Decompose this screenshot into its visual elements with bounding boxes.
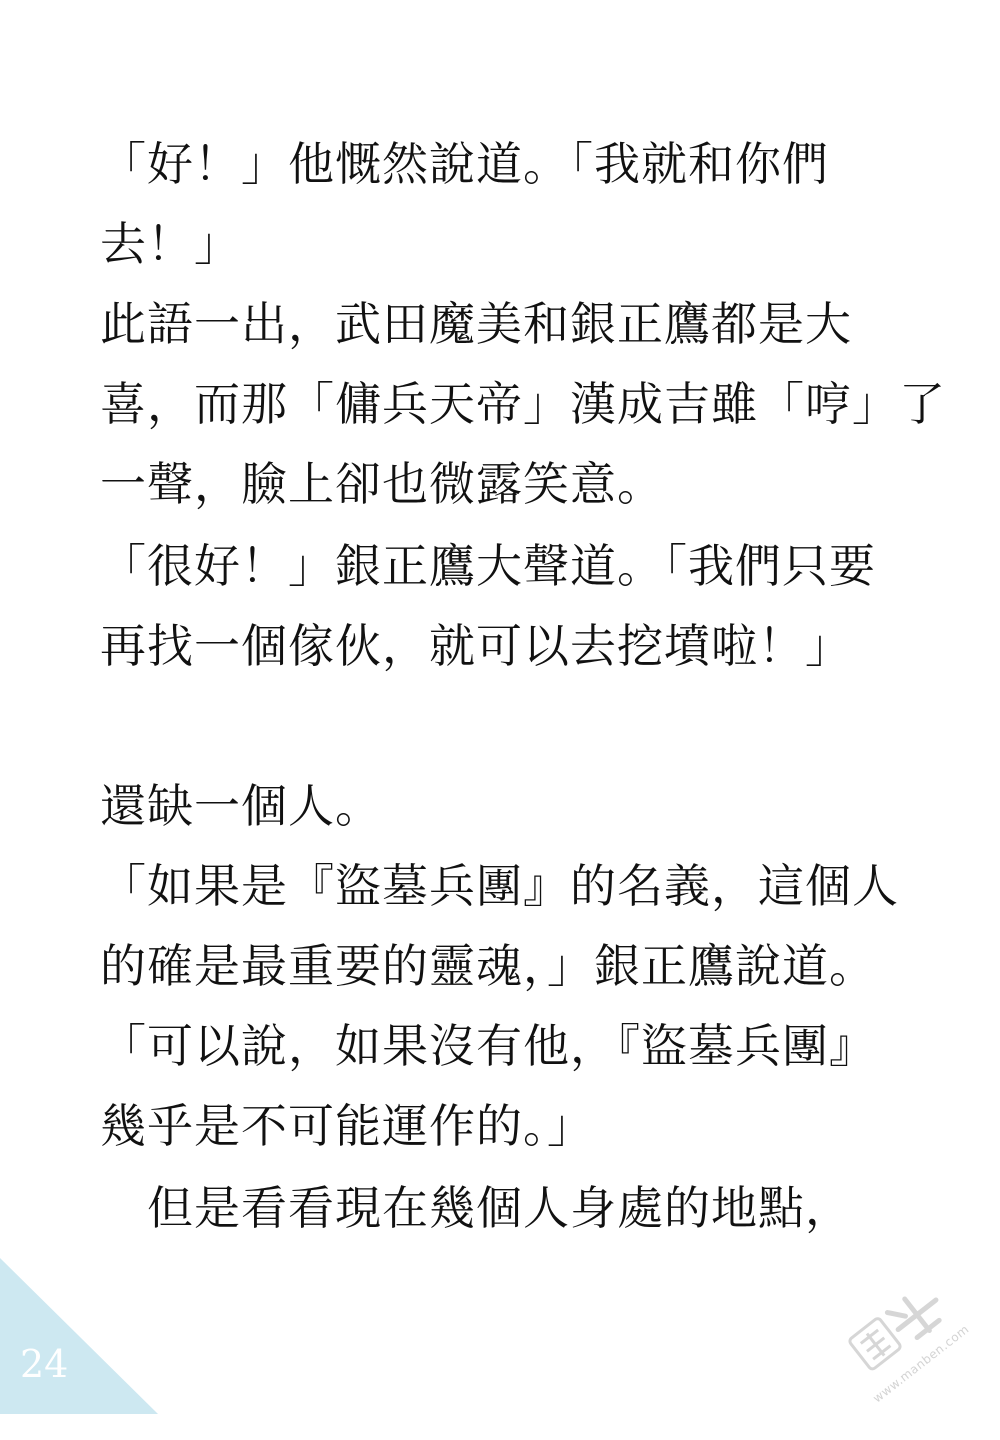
watermark-logo-icon: [842, 1274, 955, 1380]
text-line-11: 「可以說，如果沒有他，『盜墓兵團』: [100, 1019, 876, 1073]
watermark-url: www.manben.com: [870, 1321, 972, 1406]
text-line-13: 但是看看現在幾個人身處的地點，: [100, 1181, 852, 1235]
watermark: [816, 1246, 1000, 1440]
text-line-2: 去！」: [100, 217, 241, 271]
page-corner-triangle: [0, 1258, 158, 1414]
text-line-4: 喜，而那「傭兵天帝」漢成吉雖「哼」了: [100, 377, 946, 431]
text-line-9: 「如果是『盜墓兵團』的名義，這個人: [100, 859, 899, 913]
text-line-3: 此語一出，武田魔美和銀正鷹都是大: [100, 297, 852, 351]
text-line-6: 「很好！」銀正鷹大聲道。「我們只要: [100, 539, 876, 593]
text-line-1: 「好！」他慨然說道。「我就和你們: [100, 137, 829, 191]
text-line-5: 一聲，臉上卻也微露笑意。: [100, 457, 664, 511]
text-line-7: 再找一個傢伙，就可以去挖墳啦！」: [100, 619, 852, 673]
page-number: 24: [20, 1342, 69, 1386]
text-line-8: 還缺一個人。: [100, 779, 382, 833]
text-line-10: 的確是最重要的靈魂，」銀正鷹說道。: [100, 939, 876, 993]
text-line-12: 幾乎是不可能運作的。」: [100, 1099, 594, 1153]
